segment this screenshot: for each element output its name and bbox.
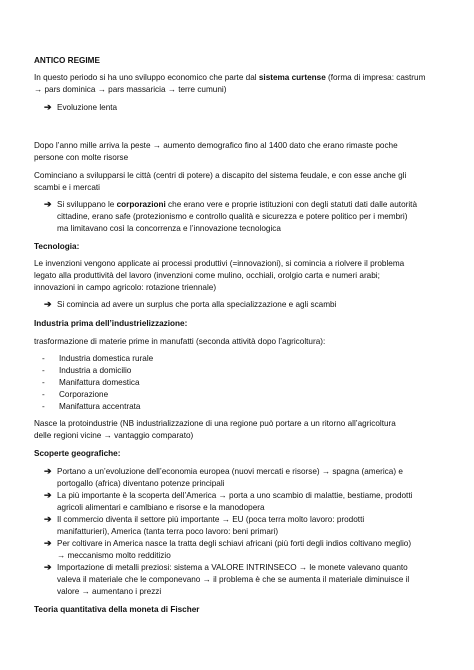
paragraph-line: → pars dominica → pars massaricia → terre cumuni)	[34, 85, 227, 94]
paragraph-line	[34, 72, 425, 83]
paragraph-line: Nasce la protoindustrie (NB industrializzazione di una regione può portare a un ritorno all’agricoltura	[34, 419, 396, 428]
arrow-item-line: La più importante è la scoperta dell’America → porta a uno scambio di malattie, bestiame, prodotti	[57, 491, 413, 500]
list-item: Industria domestica rurale	[59, 354, 154, 363]
arrow-item-line: portogallo (africa) diventano potenze principali	[57, 479, 225, 488]
arrow-bullet-icon: ➔	[44, 199, 52, 209]
heading-tecnologia: Tecnologia:	[34, 242, 80, 251]
dash-bullet-icon: -	[42, 378, 45, 387]
bold-term: corporazioni	[116, 200, 166, 209]
heading-industria: Industria prima dell’industrielizzazione:	[34, 319, 188, 328]
arrow-bullet-icon: ➔	[44, 514, 52, 524]
dash-bullet-icon: -	[42, 354, 45, 363]
paragraph-line: innovazioni in campo agricolo: rotazione triennale)	[34, 283, 217, 292]
heading-scoperte: Scoperte geografiche:	[34, 449, 121, 458]
paragraph-line: Cominciano a svilupparsi le città (centri di potere) a discapito del sistema feudale, e con esse anche gli	[34, 171, 407, 180]
arrow-item-line	[57, 199, 417, 210]
arrow-bullet-icon: ➔	[44, 466, 52, 476]
arrow-bullet-icon: ➔	[44, 102, 52, 112]
paragraph-line: Dopo l’anno mille arriva la peste → aumento demografico fino al 1400 dato che erano rimaste poche	[34, 141, 398, 150]
paragraph-line: trasformazione di materie prime in manufatti (seconda attività dopo l’agricoltura):	[34, 337, 326, 346]
dash-bullet-icon: -	[42, 390, 45, 399]
dash-bullet-icon: -	[42, 402, 45, 411]
list-item: Manifattura accentrata	[59, 402, 141, 411]
arrow-bullet-icon: ➔	[44, 538, 52, 548]
heading-teoria-quantitativa: Teoria quantitativa della moneta di Fischer	[34, 605, 200, 614]
arrow-item: Evoluzione lenta	[57, 103, 118, 112]
arrow-item-line: cittadine, erano safe (protezionismo e controllo qualità e sicurezza e potere politico per i membri)	[57, 212, 408, 221]
arrow-bullet-icon: ➔	[44, 490, 52, 500]
arrow-bullet-icon: ➔	[44, 562, 52, 572]
list-item: Manifattura domestica	[59, 378, 140, 387]
text-run: che erano vere e proprie istituzioni con degli statuti dati dalle autorità	[165, 200, 417, 209]
text-run: Si sviluppano le	[57, 200, 117, 209]
arrow-item-line: manifatturieri), America (tanta terra poco lavoro: beni primari)	[57, 527, 279, 536]
bold-term: sistema curtense	[258, 73, 326, 82]
text-run: (forma di impresa: castrum	[325, 73, 426, 82]
arrow-item-line: valeva il materiale che le componevano → il problema è che se aumenta il materiale diminuisce il	[57, 575, 410, 584]
arrow-item-line: ma limitavano così la concorrenza e l’innovazione tecnologica	[57, 224, 281, 233]
paragraph-line: persone con molte risorse	[34, 153, 129, 162]
text-run: In questo periodo si ha uno sviluppo economico che parte dal	[34, 73, 259, 82]
paragraph-line: Le invenzioni vengono applicate ai processi produttivi (=innovazioni), si comincia a riolvere il problema	[34, 259, 405, 268]
heading-antico-regime: ANTICO REGIME	[34, 56, 100, 65]
arrow-item-line: Per coltivare in America nasce la tratta degli schiavi africani (più forti degli indios coltivano meglio)	[57, 539, 412, 548]
arrow-item-line: Importazione di metalli preziosi: sistema a VALORE INTRINSECO → le monete valevano quanto	[57, 563, 408, 572]
paragraph-line: scambi e i mercati	[34, 183, 100, 192]
paragraph-line: delle regioni vicine → vantaggio comparato)	[34, 431, 194, 440]
arrow-item: Si comincia ad avere un surplus che porta alla specializzazione e agli scambi	[57, 300, 337, 309]
paragraph-line: legato alla produttività del lavoro (invenzioni come mulino, occhiali, orolgio carta e numeri arabi;	[34, 271, 380, 280]
arrow-item-line: Il commercio diventa il settore più importante → EU (poca terra molto lavoro: prodotti	[57, 515, 365, 524]
list-item: Industria a domicilio	[59, 366, 132, 375]
arrow-item-line: Portano a un’evoluzione dell’economia europea (nuovi mercati e risorse) → spagna (america) e	[57, 467, 403, 476]
arrow-item-line: → meccanismo molto redditizio	[57, 551, 171, 560]
arrow-item-line: valore → aumentano i prezzi	[57, 587, 162, 596]
arrow-item-line: agricoli alimentari e camlbiano e risorse e la manodopera	[57, 503, 265, 512]
dash-bullet-icon: -	[42, 366, 45, 375]
arrow-bullet-icon: ➔	[44, 299, 52, 309]
list-item: Corporazione	[59, 390, 109, 399]
